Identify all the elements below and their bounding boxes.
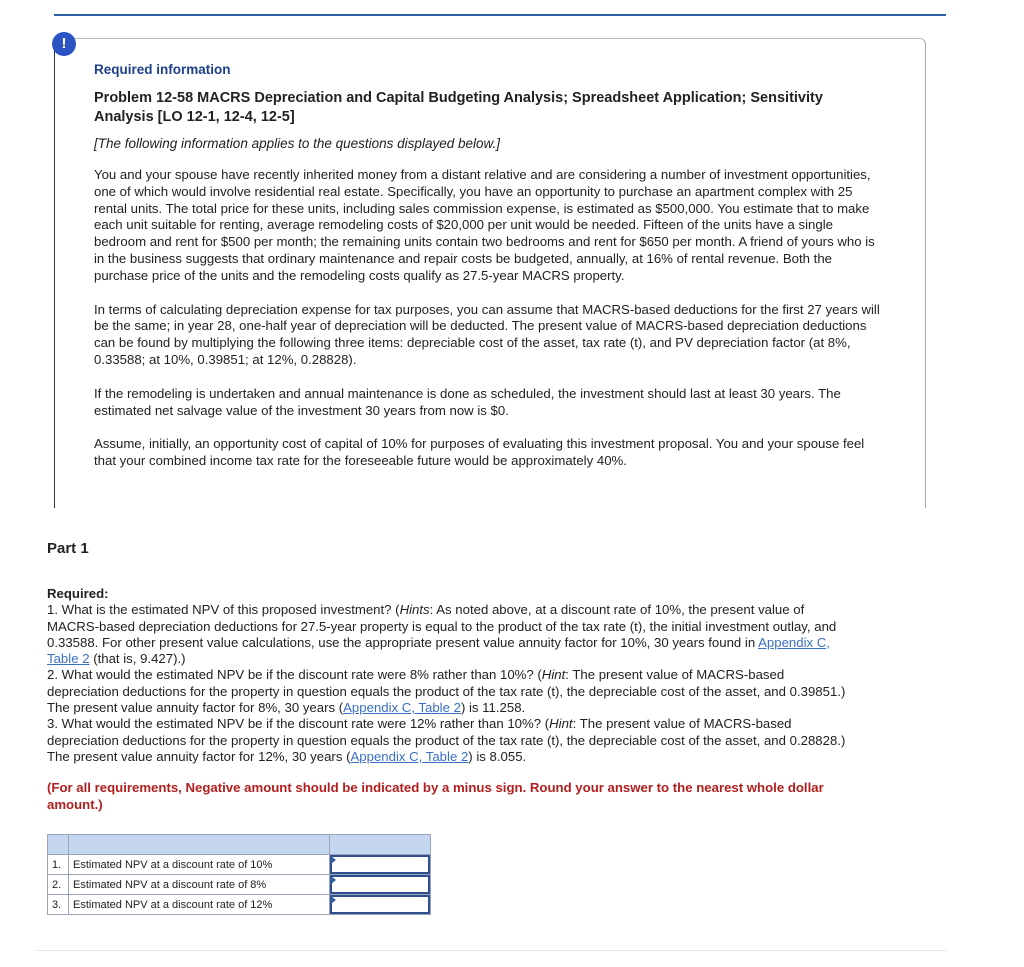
npv-10-input[interactable] — [330, 855, 430, 874]
problem-title: Problem 12-58 MACRS Depreciation and Capital Budgeting Analysis; Spreadsheet Application; Sensitivity Analysis [LO 12-1, 12-4, 12-5] — [94, 90, 823, 125]
depreciation-paragraph: In terms of calculating depreciation expense for tax purposes, you can assume that MACRS-based deductions for the first 27 years will be the same; in year 28, one-half year of depreciation will be deducted. The present value of MACRS-based depreciation deductions can be found by multiplying the following three items: depreciable cost of the asset, tax rate (t), and PV depreciation factor (at 8%, 0.33588; at 10%, 0.39851; at 12%, 0.28828). — [94, 301, 880, 367]
row-label: Estimated NPV at a discount rate of 10% — [69, 855, 330, 875]
answer-row-10 — [48, 855, 431, 875]
rounding-instruction: (For all requirements, Negative amount should be indicated by a minus sign. Round your answer to the nearest whole dollar amount.) — [47, 780, 824, 812]
cost-of-capital-paragraph: Assume, initially, an opportunity cost of capital of 10% for purposes of evaluating this investment proposal. You and your spouse feel that your combined income tax rate for the foreseeable future would be approximately 40%. — [94, 436, 865, 469]
appendix-link-3[interactable]: Appendix C, Table 2 — [350, 748, 469, 764]
answer-table-header — [48, 835, 431, 855]
input-marker-icon — [331, 856, 336, 864]
row-number: 2. — [48, 875, 69, 895]
appendix-link-1[interactable]: Appendix C, Table 2 — [47, 634, 830, 667]
input-marker-icon — [331, 876, 336, 884]
answer-row-12 — [48, 895, 431, 915]
npv-12-input[interactable] — [330, 895, 430, 914]
npv-8-input[interactable] — [330, 875, 430, 894]
answer-row-8 — [48, 875, 431, 895]
question-3: 3. What would the estimated NPV be if the discount rate were 12% rather than 10%? (Hint: The present value of MACRS-based depreciation deductions for the property in question equals the product of the tax rate (t), the depreciable cost of the asset, and 0.28828.) The present value annuity factor for 12%, 30 years (Appendix C, Table 2) is 8.055. — [47, 716, 846, 764]
scenario-paragraph: You and your spouse have recently inherited money from a distant relative and are considering a number of investment opportunities, one of which would involve residential real estate. Specifically, you have an opportunity to purchase an apartment complex with 25 rental units. The total price for these units, including sales commission expense, is estimated as $500,000. You estimate that to make each unit suitable for renting, average remodeling costs of $20,000 per unit would be needed. Fifteen of the units have a single bedroom and rent for $500 per month; the remaining units contain two bedrooms and rent for $650 per month. A friend of yours who is in the business suggests that ordinary maintenance and repair costs be budgeted, annually, at 16% of rental revenue. Both the purchase price of the units and the remodeling costs qualify as 27.5-year MACRS property. — [94, 167, 875, 283]
information-content — [94, 62, 884, 487]
appendix-link-2[interactable]: Appendix C, Table 2 — [343, 700, 461, 716]
question-1: 1. What is the estimated NPV of this proposed investment? (Hints: As noted above, at a discount rate of 10%, the present value of MACRS-based depreciation deductions for 27.5-year property is equal to the product of the tax rate (t), the initial investment outlay, and 0.33588. For other present value calculations, use the appropriate present value annuity factor for 10%, 30 years found in Appendix C, Table 2 (that is, 9.427).) — [47, 602, 837, 667]
question-2: 2. What would the estimated NPV be if the discount rate were 8% rather than 10%? (Hint: The present value of MACRS-based depreciation deductions for the property in question equals the product of the tax rate (t), the depreciable cost of the asset, and 0.39851.) The present value annuity factor for 8%, 30 years (Appendix C, Table 2) is 11.258. — [47, 667, 846, 716]
alert-icon: ! — [52, 32, 76, 56]
input-marker-icon — [331, 896, 336, 904]
row-number: 3. — [48, 895, 69, 915]
required-heading: Required: — [47, 586, 109, 601]
row-label: Estimated NPV at a discount rate of 12% — [69, 895, 330, 915]
salvage-paragraph: If the remodeling is undertaken and annual maintenance is done as scheduled, the investment should last at least 30 years. The estimated net salvage value of the investment 30 years from now is $0. — [94, 385, 841, 418]
required-info-heading: Required information — [94, 62, 231, 77]
required-section — [47, 586, 857, 813]
bottom-divider — [36, 950, 946, 951]
applies-note: [The following information applies to the questions displayed below.] — [94, 136, 500, 151]
part-title: Part 1 — [47, 540, 89, 557]
top-divider — [54, 14, 946, 16]
row-label: Estimated NPV at a discount rate of 8% — [69, 875, 330, 895]
answer-table — [47, 834, 431, 915]
row-number: 1. — [48, 855, 69, 875]
